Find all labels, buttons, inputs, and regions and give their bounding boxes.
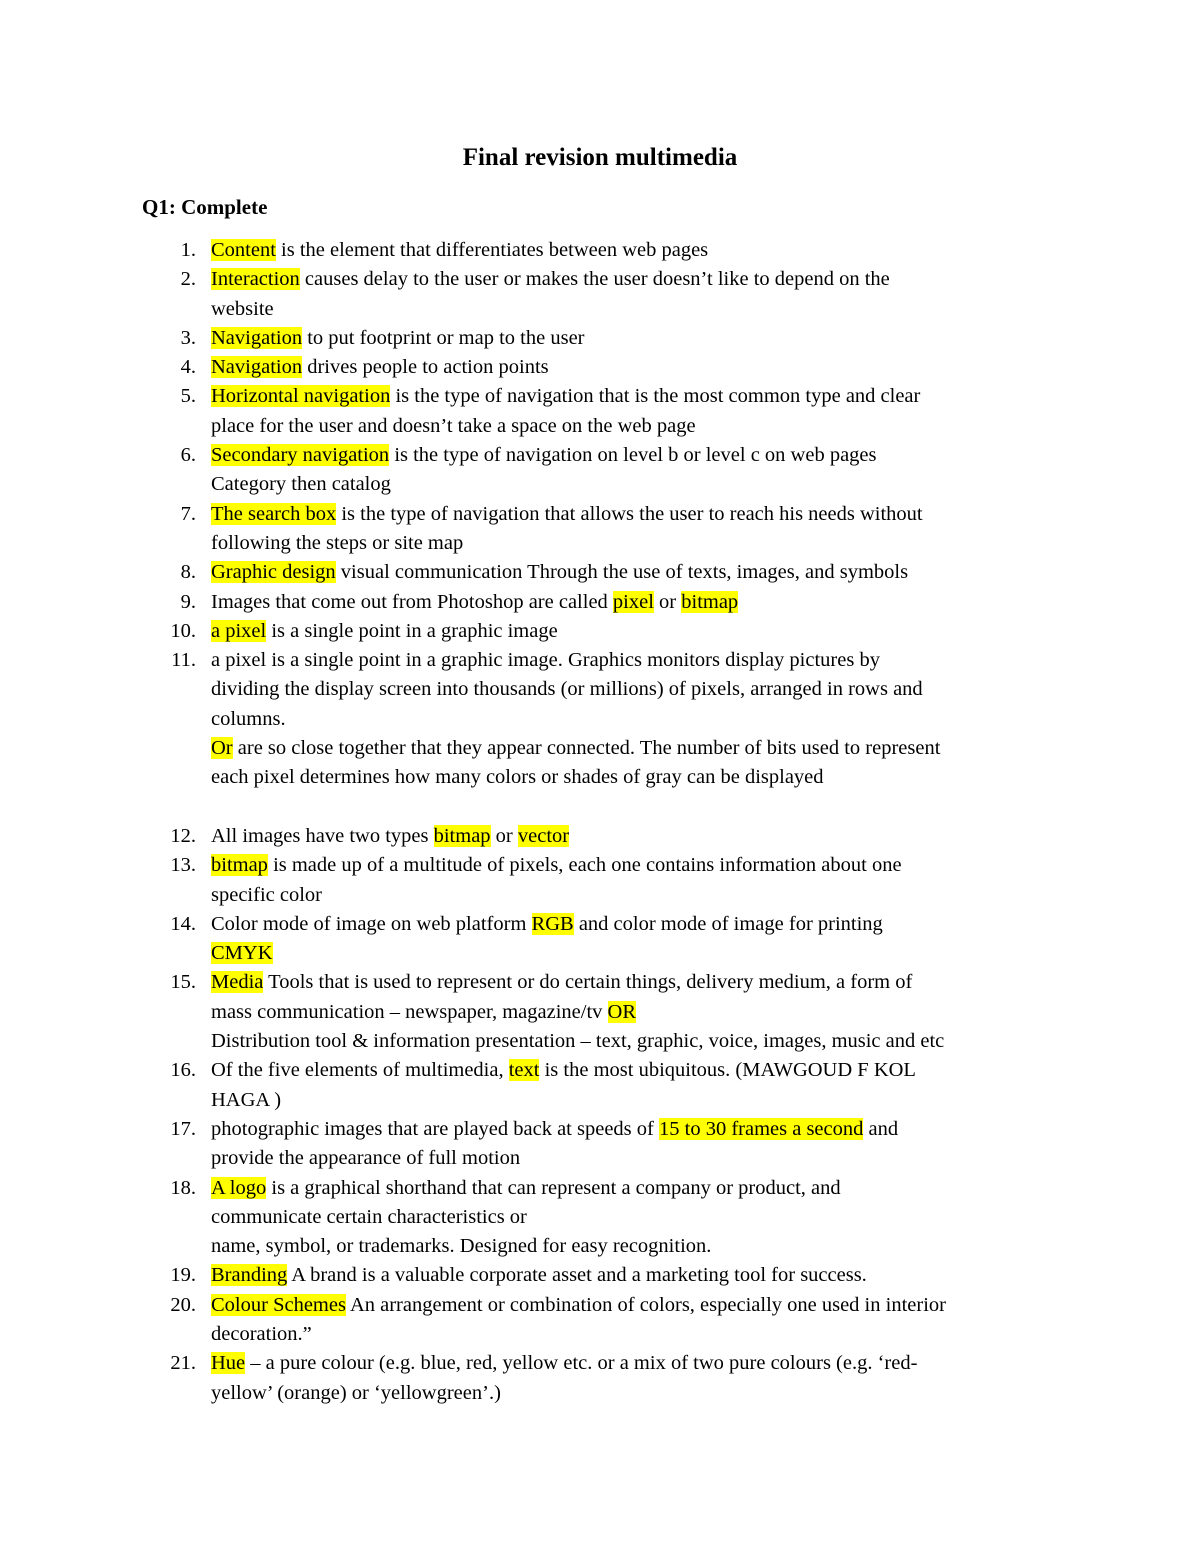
list-item-line <box>211 382 1066 411</box>
text-segment: specific color <box>211 883 322 906</box>
text-segment: or <box>653 590 682 613</box>
highlighted-term: Media <box>211 971 264 994</box>
list-item <box>0 1349 1066 1408</box>
list-item <box>0 1115 1066 1174</box>
list-item-line <box>211 1232 1066 1261</box>
text-segment: decoration.” <box>211 1322 312 1345</box>
list-item <box>0 265 1066 324</box>
list-item-number: 7. <box>180 502 196 525</box>
list-item-number: 16. <box>170 1059 196 1082</box>
list-item-number: 11. <box>171 649 196 672</box>
highlighted-term: Horizontal navigation <box>211 385 391 408</box>
highlighted-term: Interaction <box>211 268 300 291</box>
list-item-line <box>211 236 1066 265</box>
text-segment: or <box>490 824 518 847</box>
list-item-line <box>211 851 1066 880</box>
highlighted-term: RGB <box>531 912 574 935</box>
text-segment: dividing the display screen into thousands (or millions) of pixels, arranged in rows and <box>211 678 923 701</box>
text-segment: photographic images that are played back at speeds of <box>211 1117 659 1140</box>
text-segment: website <box>211 297 274 320</box>
highlighted-term: 15 to 30 frames a second <box>659 1117 864 1140</box>
list-item-number: 12. <box>170 824 196 847</box>
list-item <box>0 822 1066 851</box>
highlighted-term: Colour Schemes <box>211 1293 346 1316</box>
list-item-line <box>211 353 1066 382</box>
text-segment: place for the user and doesn’t take a space on the web page <box>211 414 696 437</box>
section-heading: Q1: Complete <box>142 195 268 219</box>
list-item-number: 21. <box>170 1352 196 1375</box>
text-segment: is the most ubiquitous. (MAWGOUD F KOL <box>539 1059 916 1082</box>
list-item-line <box>211 646 1066 675</box>
text-segment: to put footprint or map to the user <box>302 326 585 349</box>
list-item-number: 6. <box>180 444 196 467</box>
list-item-line <box>211 1349 1066 1378</box>
list-item-number: 3. <box>180 326 196 349</box>
text-segment: HAGA ) <box>211 1088 282 1111</box>
list-item-line <box>211 1203 1066 1232</box>
list-item <box>0 617 1066 646</box>
list-item-line <box>211 939 1066 968</box>
list-item-number: 1. <box>180 239 196 261</box>
list-item <box>0 236 1066 265</box>
text-segment: causes delay to the user or makes the user doesn’t like to depend on the <box>299 268 890 291</box>
list-item-line <box>211 1379 1066 1408</box>
list-item-number: 17. <box>170 1117 196 1140</box>
text-segment: All images have two types <box>211 824 434 847</box>
list-item-line <box>211 558 1066 587</box>
document-title: Final revision multimedia <box>462 144 738 171</box>
highlighted-term: CMYK <box>211 942 273 965</box>
list-item-line <box>211 998 1066 1027</box>
list-item-number: 5. <box>180 385 196 408</box>
text-segment: Of the five elements of multimedia, <box>211 1059 509 1082</box>
text-segment: following the steps or site map <box>211 531 464 554</box>
text-segment: is the type of navigation on level b or level c on web pages <box>389 444 877 467</box>
highlighted-term: OR <box>607 1000 637 1023</box>
text-segment: a pixel is a single point in a graphic image. Graphics monitors display pictures by <box>211 649 880 672</box>
list-item-line <box>211 1086 1066 1115</box>
text-segment: mass communication – newspaper, magazine/tv <box>211 1000 608 1023</box>
text-segment: Images that come out from Photoshop are called <box>211 590 613 613</box>
text-segment: is a graphical shorthand that can represent a company or product, and <box>266 1176 841 1199</box>
highlighted-term: The search box <box>211 502 337 525</box>
list-item-line <box>211 1144 1066 1173</box>
list-item <box>0 910 1066 969</box>
list-item-line <box>211 734 1066 763</box>
list-item-line <box>211 265 1066 294</box>
highlighted-term: bitmap <box>211 854 268 877</box>
highlighted-term: text <box>508 1059 540 1082</box>
list-item <box>0 558 1066 587</box>
list-item <box>0 588 1066 617</box>
list-item <box>0 851 1066 910</box>
list-item-line <box>211 881 1066 910</box>
highlighted-term: pixel <box>612 590 654 613</box>
highlighted-term: Or <box>211 737 233 760</box>
text-segment: – a pure colour (e.g. blue, red, yellow etc. or a mix of two pure colours (e.g. ‘red- <box>245 1352 918 1375</box>
list-item-line <box>211 675 1066 704</box>
text-segment: name, symbol, or trademarks. Designed for easy recognition. <box>211 1235 712 1258</box>
list-item-line <box>211 441 1066 470</box>
text-segment: columns. <box>211 707 286 730</box>
text-segment: Category then catalog <box>211 473 391 496</box>
list-item <box>0 1056 1066 1115</box>
question-list <box>0 236 1200 1408</box>
list-item <box>0 353 1066 382</box>
highlighted-term: Content <box>211 239 276 261</box>
list-item-line <box>211 617 1066 646</box>
text-segment: An arrangement or combination of colors, especially one used in interior <box>345 1293 946 1316</box>
list-item-number: 10. <box>170 619 196 642</box>
text-segment: and <box>863 1117 899 1140</box>
highlighted-term: A logo <box>211 1176 267 1199</box>
text-segment: is the type of navigation that allows the user to reach his needs without <box>336 502 923 525</box>
list-item <box>0 1174 1066 1262</box>
text-segment: is a single point in a graphic image <box>266 619 558 642</box>
text-segment: communicate certain characteristics or <box>211 1205 527 1228</box>
highlighted-term: Hue <box>211 1352 246 1375</box>
list-item <box>0 500 1066 559</box>
highlighted-term: Graphic design <box>211 561 336 584</box>
list-item-line <box>211 1320 1066 1349</box>
list-item-line <box>211 588 1066 617</box>
list-item-number: 14. <box>170 912 196 935</box>
list-item-line <box>211 1115 1066 1144</box>
list-item-line <box>211 910 1066 939</box>
list-item-number: 15. <box>170 971 196 994</box>
list-item-line <box>211 1174 1066 1203</box>
text-segment: each pixel determines how many colors or shades of gray can be displayed <box>211 766 824 789</box>
list-item <box>0 441 1066 500</box>
list-item-line <box>211 324 1066 353</box>
text-segment: are so close together that they appear connected. The number of bits used to represent <box>232 737 941 760</box>
highlighted-term: a pixel <box>211 619 267 642</box>
list-item-line <box>211 1056 1066 1085</box>
list-item-number: 13. <box>170 854 196 877</box>
list-item <box>0 382 1066 441</box>
text-segment: provide the appearance of full motion <box>211 1147 521 1170</box>
highlighted-term: vector <box>517 824 570 847</box>
list-item-line <box>211 822 1066 851</box>
list-item-line <box>211 1261 1066 1290</box>
list-item-line <box>211 500 1066 529</box>
list-item <box>0 1291 1066 1350</box>
text-segment: is the element that differentiates between web pages <box>275 239 709 261</box>
highlighted-term: Branding <box>211 1264 288 1287</box>
list-item-number: 8. <box>180 561 196 584</box>
list-item-number: 18. <box>170 1176 196 1199</box>
text-segment: Tools that is used to represent or do certain things, delivery medium, a form of <box>263 971 913 994</box>
list-item <box>0 1261 1066 1290</box>
text-segment: yellow’ (orange) or ‘yellowgreen’.) <box>211 1381 501 1404</box>
text-segment: Color mode of image on web platform <box>211 912 532 935</box>
text-segment: visual communication Through the use of texts, images, and symbols <box>335 561 909 584</box>
text-segment: drives people to action points <box>302 356 549 379</box>
list-item-number: 9. <box>180 590 196 613</box>
highlighted-term: bitmap <box>433 824 491 847</box>
list-item-line <box>211 470 1066 499</box>
list-item-line <box>211 1027 1066 1056</box>
list-item-number: 20. <box>170 1293 196 1316</box>
list-item <box>0 968 1066 1056</box>
text-segment: Distribution tool & information presentation – text, graphic, voice, images, music and etc <box>211 1030 945 1053</box>
list-item-line <box>211 529 1066 558</box>
list-item-number: 4. <box>180 356 196 379</box>
text-segment: and color mode of image for printing <box>573 912 883 935</box>
list-item-line <box>211 968 1066 997</box>
text-segment: is the type of navigation that is the most common type and clear <box>390 385 921 408</box>
list-item-line <box>211 1291 1066 1320</box>
list-item <box>0 324 1066 353</box>
highlighted-term: Navigation <box>211 356 303 379</box>
highlighted-term: Secondary navigation <box>211 444 390 467</box>
blank-line <box>211 793 1066 822</box>
list-item-number: 2. <box>180 268 196 291</box>
list-item-line <box>211 705 1066 734</box>
list-item-line <box>211 412 1066 441</box>
highlighted-term: bitmap <box>681 590 739 613</box>
text-segment: is made up of a multitude of pixels, each one contains information about one <box>267 854 902 877</box>
text-segment: A brand is a valuable corporate asset and a marketing tool for success. <box>287 1264 867 1287</box>
list-item <box>0 646 1066 822</box>
highlighted-term: Navigation <box>211 326 303 349</box>
list-item-line <box>211 295 1066 324</box>
list-item-line <box>211 763 1066 792</box>
list-item-number: 19. <box>170 1264 196 1287</box>
